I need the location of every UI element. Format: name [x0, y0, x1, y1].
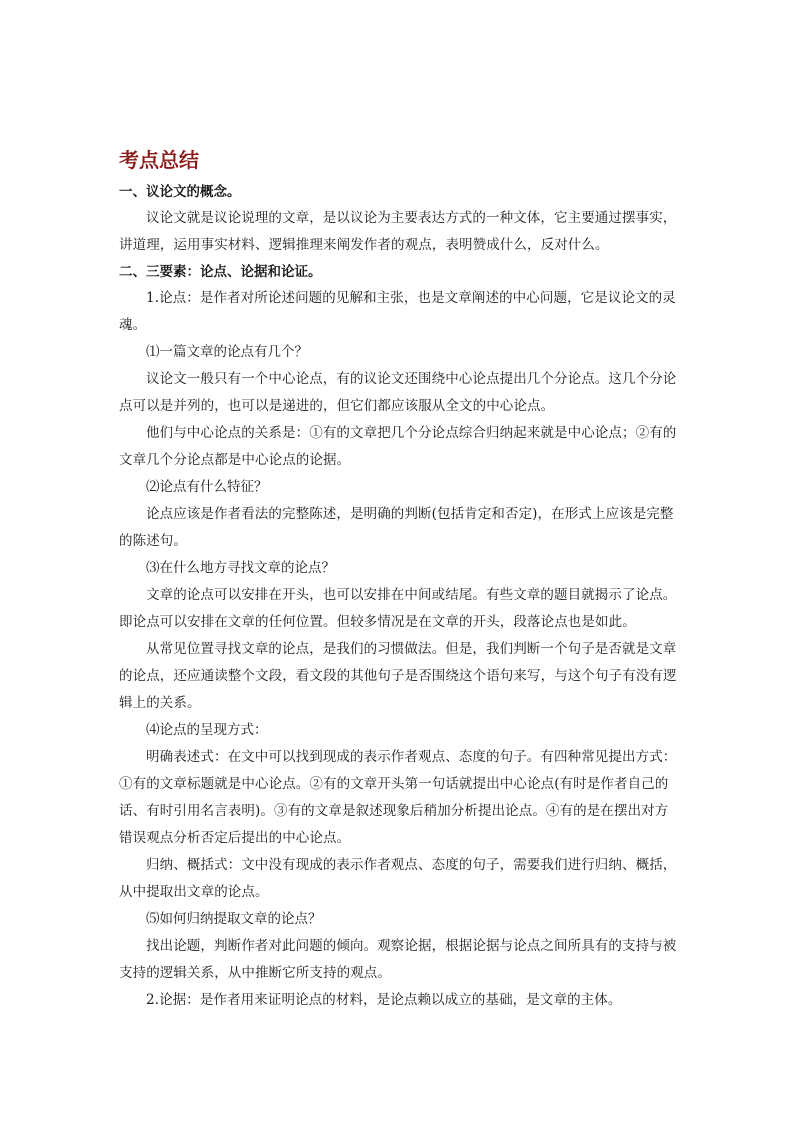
sub-question: ⑶在什么地方寻找文章的论点？	[146, 560, 335, 576]
paragraph: 2.论据：是作者用来证明论点的材料，是论点赖以成立的基础，是文章的主体。	[146, 992, 622, 1008]
paragraph: 议论文就是议论说理的文章，是以议论为主要表达方式的一种文体，它主要通过摆事实，讲道理，运用事实材料、逻辑推理来阐发作者的观点，表明赞成什么，反对什么。	[119, 210, 677, 253]
paragraph: 归纳、概括式：文中没有现成的表示作者观点、态度的句子，需要我们进行归纳、概括，从中提取出文章的论点。	[119, 857, 677, 900]
paragraph: 他们与中心论点的关系是：①有的文章把几个分论点综合归纳起来就是中心论点；②有的文章几个分论点都是中心论点的论据。	[119, 425, 677, 468]
paragraph: 明确表述式：在文中可以找到现成的表示作者观点、态度的句子。有四种常见提出方式：①有的文章标题就是中心论点。②有的文章开头第一句话就提出中心论点(有时是作者自己的话、有时引用名言表明)。③有的文章是叙述现象后稍加分析提出论点。④有的是在摆出对方错误观点分析否定后提出的中心论点。	[119, 749, 677, 846]
paragraph: 找出论题，判断作者对此问题的倾向。观察论据，根据论据与论点之间所具有的支持与被支持的逻辑关系，从中推断它所支持的观点。	[119, 938, 677, 981]
paragraph: 文章的论点可以安排在开头，也可以安排在中间或结尾。有些文章的题目就揭示了论点。即论点可以安排在文章的任何位置。但较多情况是在文章的开头，段落论点也是如此。	[119, 587, 677, 630]
document-body	[119, 143, 679, 1014]
section-heading: 二、三要素：论点、论据和论证。	[119, 264, 322, 280]
sub-question: ⑵论点有什么特征？	[146, 479, 268, 495]
sub-question: ⑴一篇文章的论点有几个？	[146, 344, 308, 360]
paragraph: 1.论点：是作者对所论述问题的见解和主张，也是文章阐述的中心问题，它是议论文的灵魂。	[119, 290, 676, 333]
sub-question: ⑷论点的呈现方式：	[146, 722, 268, 738]
paragraph: 论点应该是作者看法的完整陈述，是明确的判断(包括肯定和否定)，在形式上应该是完整的陈述句。	[119, 506, 674, 549]
page-title: 考点总结	[119, 148, 199, 172]
sub-question: ⑸如何归纳提取文章的论点？	[146, 911, 322, 927]
paragraph: 从常见位置寻找文章的论点，是我们的习惯做法。但是，我们判断一个句子是否就是文章的论点，还应通读整个文段，看文段的其他句子是否围绕这个语句来写，与这个句子有没有逻辑上的关系。	[119, 641, 677, 711]
section-heading: 一、议论文的概念。	[119, 184, 241, 200]
paragraph: 议论文一般只有一个中心论点，有的议论文还围绕中心论点提出几个分论点。这几个分论点可以是并列的，也可以是递进的，但它们都应该服从全文的中心论点。	[119, 371, 677, 414]
